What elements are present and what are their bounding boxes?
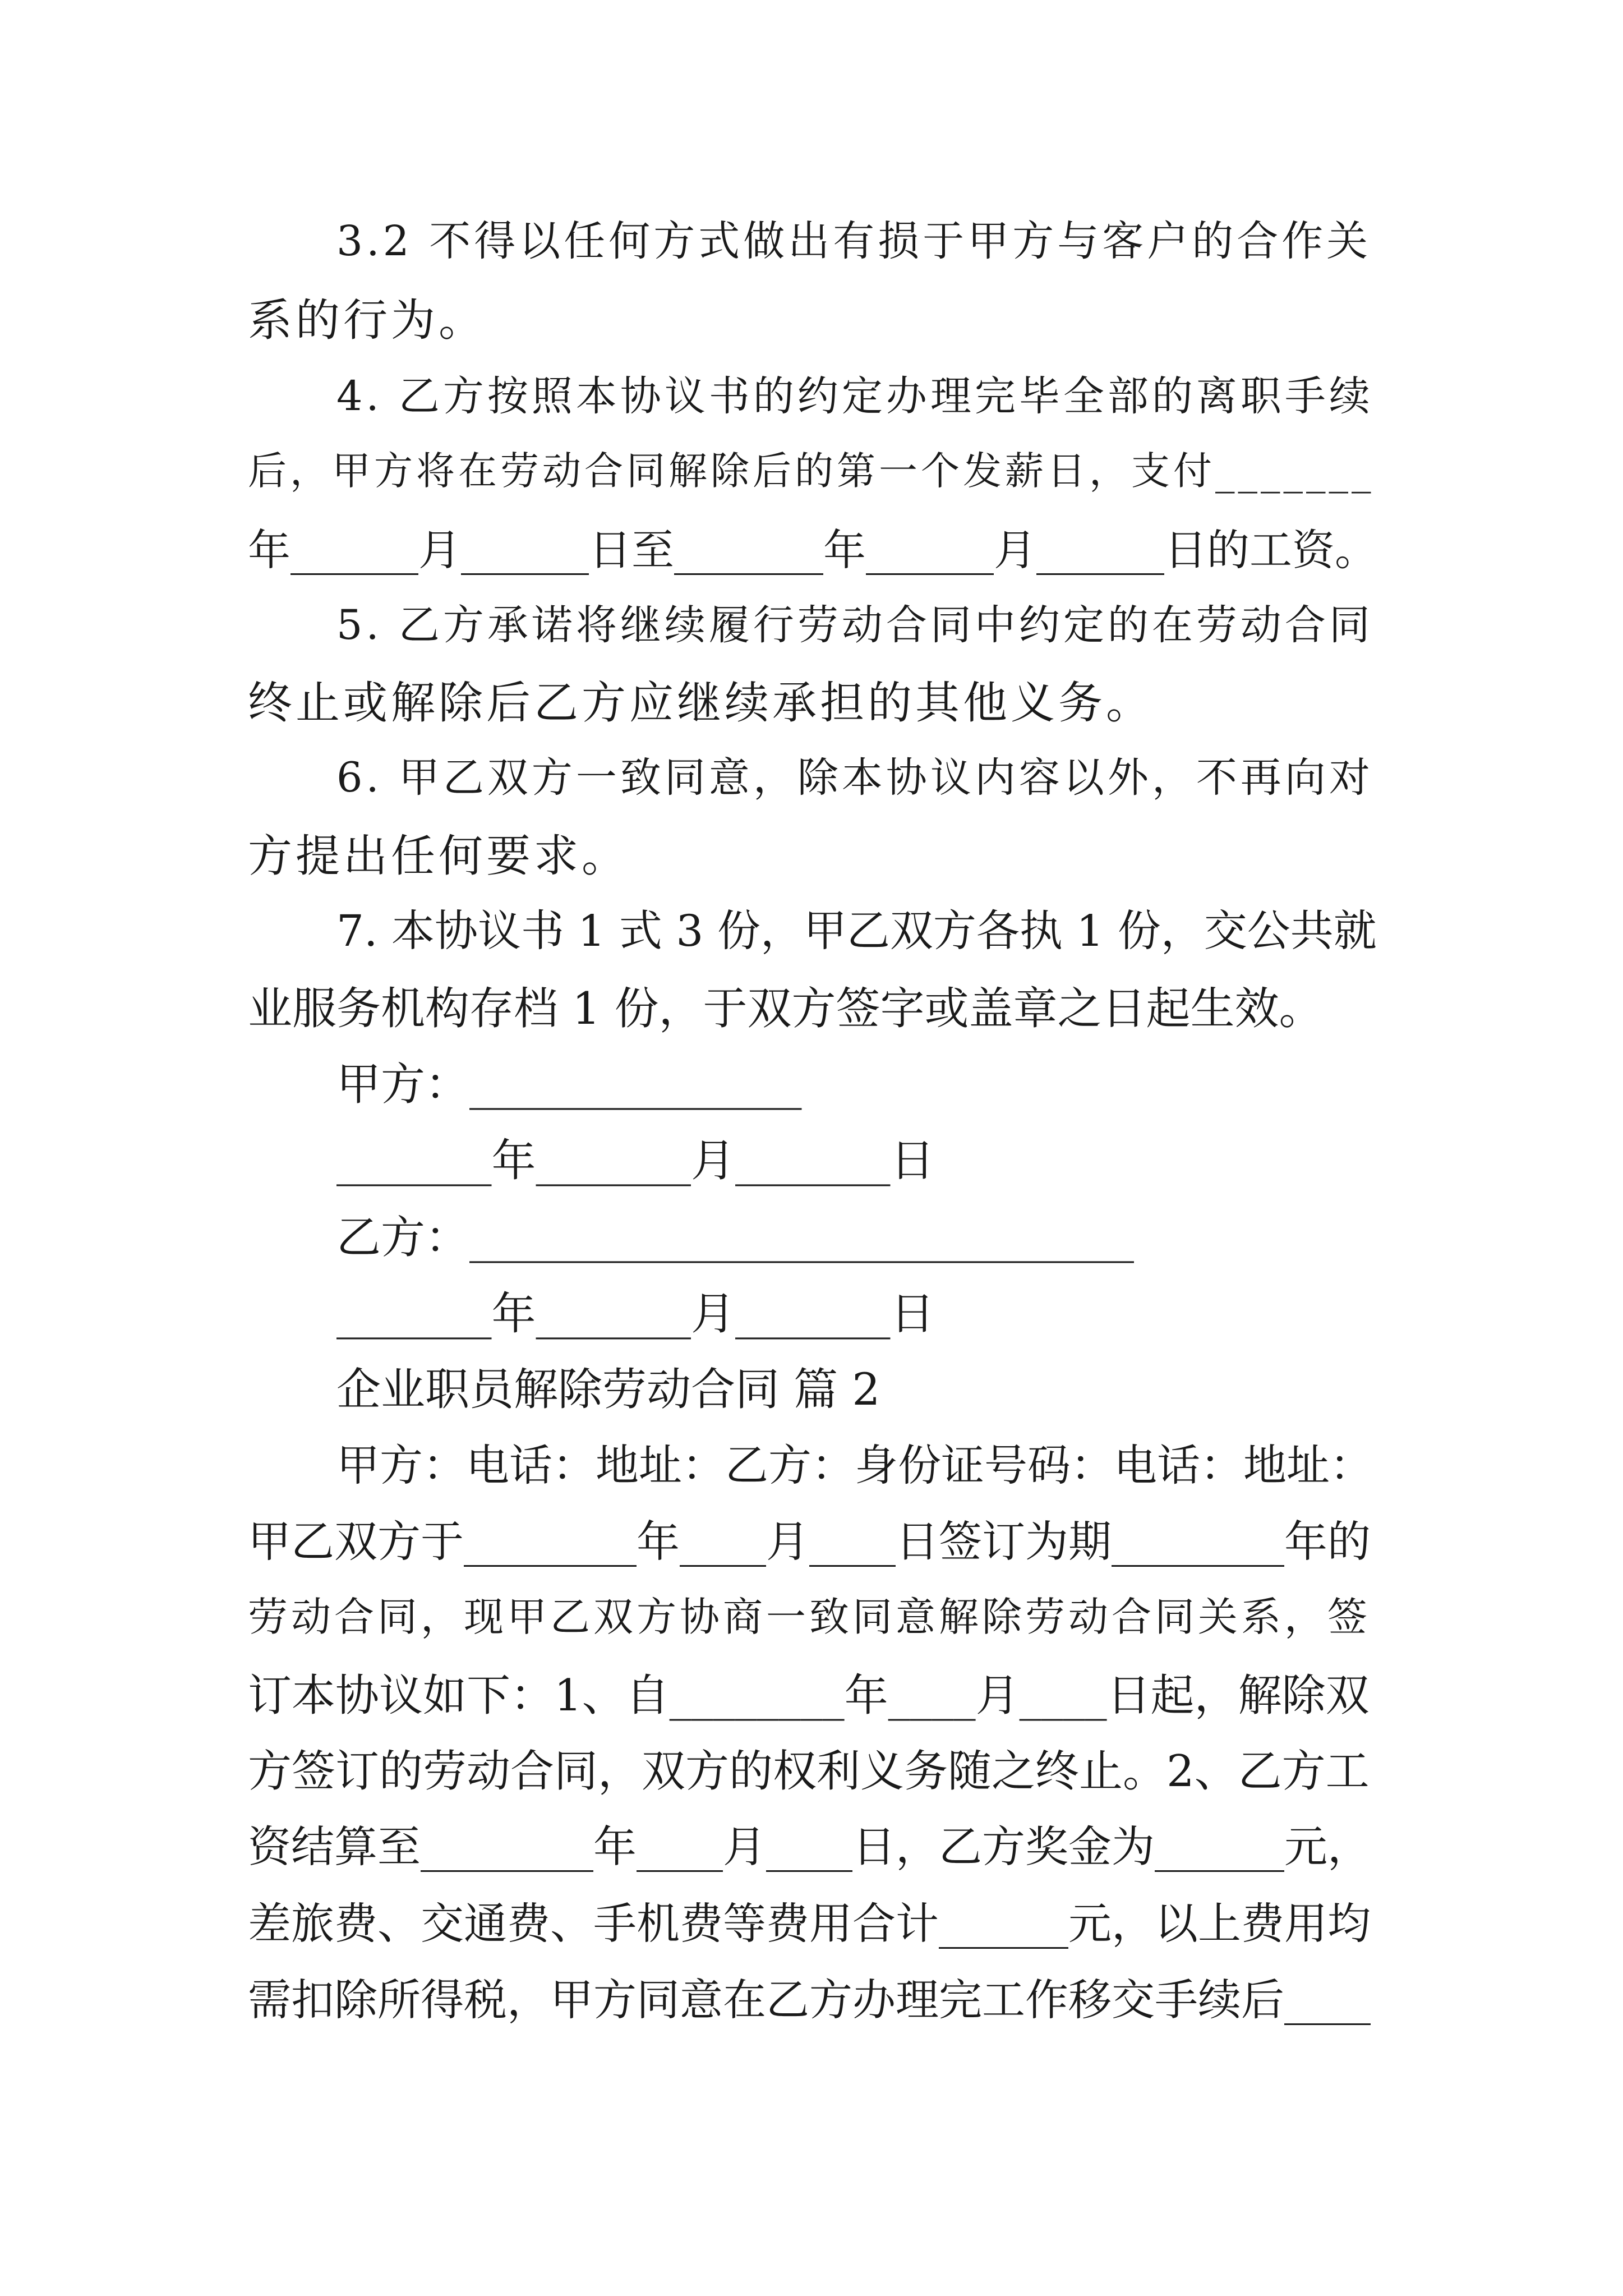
clause-7-line-1: 7. 本协议书 1 式 3 份，甲乙双方各执 1 份，交公共就 [336,907,1377,956]
party-b-signature-line: 乙方：______________________________ [336,1212,1134,1263]
clause-4-line-1: 4. 乙方按照本协议书的约定办理完毕全部的离职手续 [336,372,1373,420]
party-a-date-line: _______年_______月_______日 [336,1135,935,1186]
party-a-signature-line: 甲方：_______________ [336,1059,802,1110]
clause-4-line-3: 年______月______日至_______年______月______日的工资。 [248,525,1377,575]
section2-line-6: 资结算至________年____月____日，乙方奖金为______元， [248,1823,1371,1872]
section2-line-8: 需扣除所得税，甲方同意在乙方办理完工作移交手续后____ [248,1976,1371,2026]
section2-line-2: 甲乙双方于________年____月____日签订为期________年的 [248,1517,1371,1567]
section2-line-4: 订本协议如下：1、自________年____月____日起，解除双 [248,1671,1370,1721]
section2-line-5: 方签订的劳动合同，双方的权利义务随之终止。2、乙方工 [248,1746,1370,1797]
clause-4-line-2: 后，甲方将在劳动合同解除后的第一个发薪日，支付_______ [248,449,1375,494]
section2-line-3: 劳动合同，现甲乙双方协商一致同意解除劳动合同关系，签 [248,1594,1371,1640]
clause-5-line-1: 5. 乙方承诺将继续履行劳动合同中约定的在劳动合同 [336,601,1373,649]
party-b-date-line: _______年_______月_______日 [336,1288,935,1340]
clause-3-2-line-2: 系的行为。 [248,295,486,346]
section-heading: 企业职员解除劳动合同 篇 2 [336,1364,880,1415]
clause-7-line-2: 业服务机构存档 1 份，于双方签字或盖章之日起生效。 [248,983,1324,1034]
clause-6-line-2: 方提出任何要求。 [248,830,629,882]
clause-3-2-line-1: 3.2 不得以任何方式做出有损于甲方与客户的合作关 [336,217,1372,265]
section2-line-7: 差旅费、交通费、手机费等费用合计______元，以上费用均 [248,1899,1371,1949]
section2-line-1: 甲方：电话：地址：乙方：身份证号码：电话：地址： [336,1441,1373,1491]
clause-6-line-1: 6. 甲乙双方一致同意，除本协议内容以外，不再向对 [336,754,1373,802]
clause-5-line-2: 终止或解除后乙方应继续承担的其他义务。 [248,677,1154,729]
